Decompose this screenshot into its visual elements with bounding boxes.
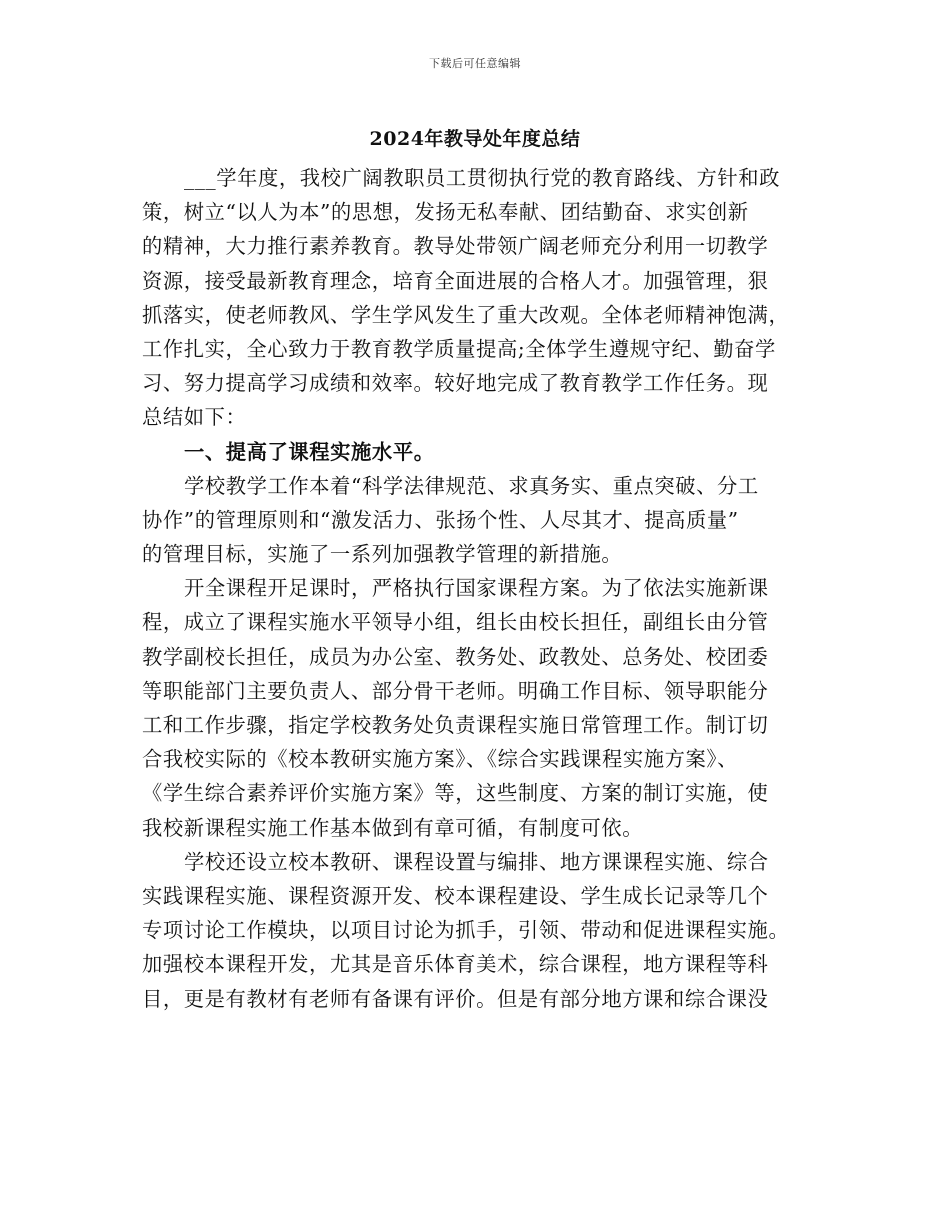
paragraph-line: 教学副校长担任，成员为办公室、教务处、政教处、总务处、校团委 [142,644,769,669]
paragraph-line: 目，更是有教材有老师有备课有评价。但是有部分地方课和综合课没 [142,986,769,1011]
paragraph-line: 程，成立了课程实施水平领导小组，组长由校长担任，副组长由分管 [142,610,769,635]
paragraph-line: 协作”的管理原则和“激发活力、张扬个性、人尽其才、提高质量” [142,507,739,532]
paragraph-line: 学校还设立校本教研、课程设置与编排、地方课课程实施、综合 [184,849,769,874]
paragraph-line: 我校新课程实施工作基本做到有章可循，有制度可依。 [142,815,644,840]
paragraph-line: 的管理目标，实施了一系列加强教学管理的新措施。 [142,542,623,567]
paragraph-line: 等职能部门主要负责人、部分骨干老师。明确工作目标、领导职能分 [142,678,769,703]
section-heading: 一、提高了课程实施水平。 [184,439,435,464]
paragraph-line: ___学年度，我校广阔教职员工贯彻执行党的教育路线、方针和政 [184,166,781,190]
paragraph-line: 习、努力提高学习成绩和效率。较好地完成了教育教学工作任务。现 [142,371,769,396]
paragraph-line: 专项讨论工作模块，以项目讨论为抓手，引领、带动和促进课程实施。 [142,918,790,943]
paragraph-line: 开全课程开足课时，严格执行国家课程方案。为了依法实施新课 [184,576,769,601]
paragraph-line: 资源，接受最新教育理念，培育全面进展的合格人才。加强管理，狠 [142,268,769,293]
paragraph-line: 学校教学工作本着“科学法律规范、求真务实、重点突破、分工 [184,473,759,498]
paragraph-line: 的精神，大力推行素养教育。教导处带领广阔老师充分利用一切教学 [142,234,769,259]
paragraph-line: 策，树立“以人为本”的思想，发扬无私奉献、团结勤奋、求实创新 [142,200,749,225]
paragraph-line: 加强校本课程开发，尤其是音乐体育美术，综合课程，地方课程等科 [142,952,769,977]
page-header: 下载后可任意编辑 [429,57,521,70]
paragraph-line: 实践课程实施、课程资源开发、校本课程建设、学生成长记录等几个 [142,883,769,908]
paragraph-line: 《学生综合素养评价实施方案》等，这些制度、方案的制订实施，使 [142,781,769,806]
paragraph-line: 抓落实，使老师教风、学生学风发生了重大改观。全体老师精神饱满， [142,302,790,327]
paragraph-line: 工和工作步骤，指定学校教务处负责课程实施日常管理工作。制订切 [142,713,769,737]
paragraph-line: 工作扎实，全心致力于教育教学质量提高;全体学生遵规守纪、勤奋学 [142,336,776,361]
paragraph-line: 总结如下： [142,405,247,430]
paragraph-line: 合我校实际的《校本教研实施方案》、《综合实践课程实施方案》、 [142,747,739,772]
document-body [142,161,814,1016]
document-title: 2024年教导处年度总结 [369,128,581,150]
